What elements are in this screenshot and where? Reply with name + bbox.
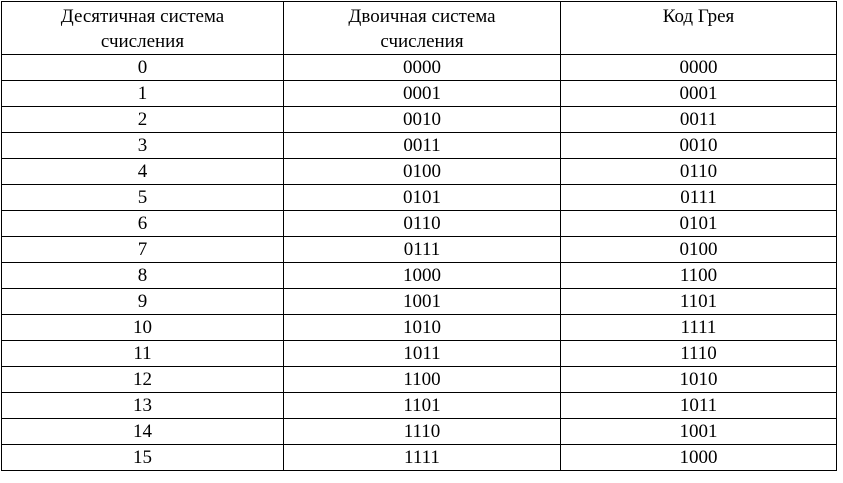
binary-cell: 0111 [284,237,561,263]
table-row [2,419,837,445]
binary-cell: 1010 [284,315,561,341]
table-body [2,55,837,471]
table-row [2,315,837,341]
table-row [2,289,837,315]
gray-code-cell: 0110 [561,159,837,185]
header-gray-code [561,2,837,55]
table-row [2,159,837,185]
binary-cell: 1011 [284,341,561,367]
table-row [2,185,837,211]
decimal-cell: 2 [2,107,284,133]
binary-cell: 0011 [284,133,561,159]
table-row [2,133,837,159]
binary-cell: 1001 [284,289,561,315]
binary-cell: 0101 [284,185,561,211]
header-binary [284,2,561,55]
table-header [2,2,837,55]
gray-code-cell: 0011 [561,107,837,133]
binary-cell: 1100 [284,367,561,393]
table-row [2,107,837,133]
gray-code-cell: 0001 [561,81,837,107]
decimal-cell: 5 [2,185,284,211]
table-row [2,211,837,237]
binary-cell: 1110 [284,419,561,445]
decimal-cell: 6 [2,211,284,237]
gray-code-cell: 0101 [561,211,837,237]
header-gray-code-line-1: Код Грея [662,6,735,27]
gray-code-cell: 0111 [561,185,837,211]
decimal-cell: 7 [2,237,284,263]
header-row [2,2,837,55]
decimal-cell: 9 [2,289,284,315]
binary-cell: 0010 [284,107,561,133]
gray-code-cell: 1011 [561,393,837,419]
header-binary-line-1: Двоичная система [348,6,496,27]
decimal-cell: 11 [2,341,284,367]
header-decimal-line-2: счисления [100,31,185,52]
decimal-cell: 0 [2,55,284,81]
decimal-cell: 3 [2,133,284,159]
gray-code-cell: 1100 [561,263,837,289]
table-row [2,263,837,289]
table-row [2,81,837,107]
decimal-cell: 8 [2,263,284,289]
decimal-cell: 12 [2,367,284,393]
header-decimal-line-1: Десятичная система [60,6,225,27]
gray-code-cell: 1010 [561,367,837,393]
decimal-cell: 1 [2,81,284,107]
decimal-cell: 15 [2,445,284,471]
gray-code-cell: 1001 [561,419,837,445]
decimal-cell: 10 [2,315,284,341]
binary-cell: 1101 [284,393,561,419]
gray-code-table [1,1,837,471]
gray-code-cell: 1111 [561,315,837,341]
gray-code-cell: 1110 [561,341,837,367]
table-row [2,55,837,81]
gray-code-table-wrapper [1,1,837,471]
table-row [2,445,837,471]
header-binary-line-2: счисления [380,31,464,52]
gray-code-cell: 0100 [561,237,837,263]
binary-cell: 0110 [284,211,561,237]
table-row [2,393,837,419]
table-row [2,367,837,393]
binary-cell: 0001 [284,81,561,107]
binary-cell: 0000 [284,55,561,81]
gray-code-cell: 0000 [561,55,837,81]
gray-code-cell: 0010 [561,133,837,159]
decimal-cell: 14 [2,419,284,445]
table-row [2,341,837,367]
binary-cell: 1111 [284,445,561,471]
table-row [2,237,837,263]
binary-cell: 1000 [284,263,561,289]
gray-code-cell: 1000 [561,445,837,471]
binary-cell: 0100 [284,159,561,185]
decimal-cell: 4 [2,159,284,185]
decimal-cell: 13 [2,393,284,419]
header-decimal [2,2,284,55]
gray-code-cell: 1101 [561,289,837,315]
